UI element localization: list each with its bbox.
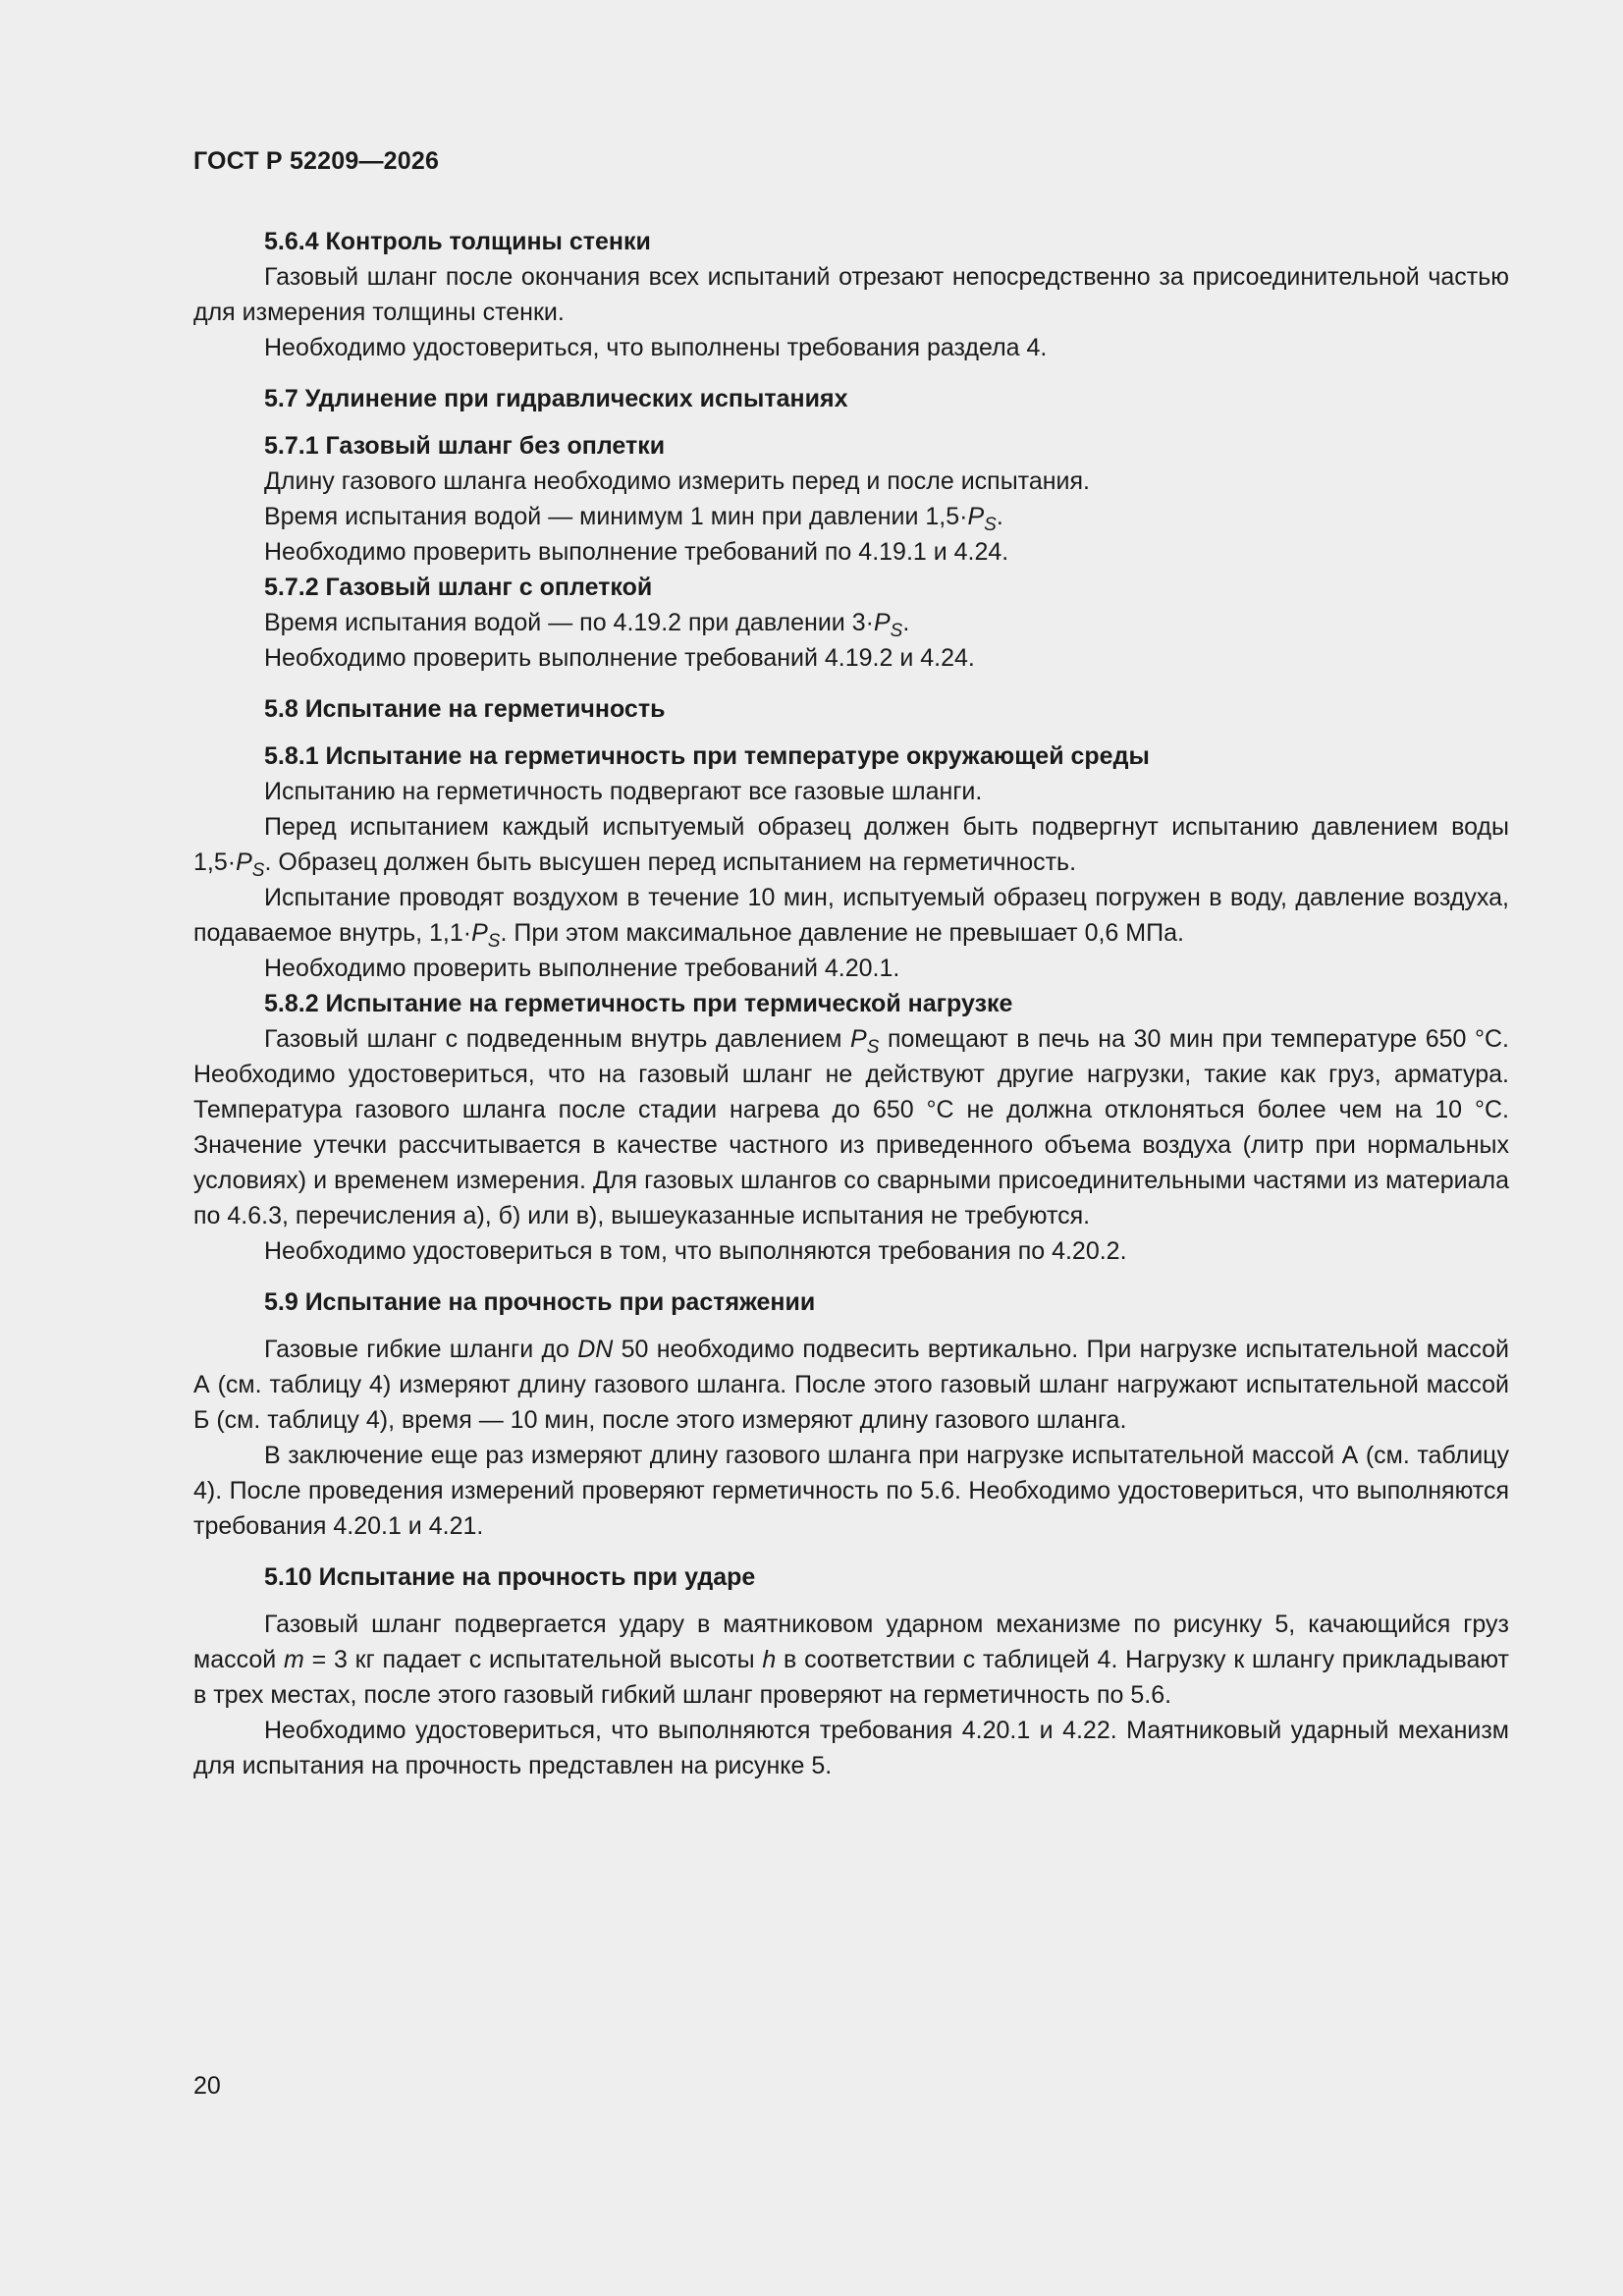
document-body (193, 224, 1509, 1783)
paragraph: Необходимо удостовериться в том, что выполняются требования по 4.20.2. (264, 1237, 1127, 1265)
section-5-8-title: 5.8 Испытание на герметичность (264, 695, 666, 723)
paragraph: Необходимо удостовериться, что выполняются требования 4.20.1 и 4.22. Маятниковый ударный механизм для испытания на прочность представлен на рисунке 5. (193, 1717, 1509, 1779)
section-5-8-2-title: 5.8.2 Испытание на герметичность при термической нагрузке (264, 990, 1013, 1017)
paragraph: Необходимо проверить выполнение требований 4.20.1. (264, 955, 900, 982)
paragraph: В заключение еще раз измеряют длину газового шланга при нагрузке испытательной массой А (см. таблицу 4). После проведения измерений проверяют герметичность по 5.6. Необходимо удостовериться, что выполняются требования 4.20.1 и 4.21. (193, 1442, 1509, 1540)
paragraph: Газовые гибкие шланги до DN 50 необходимо подвесить вертикально. При нагрузке испытательной массой А (см. таблицу 4) измеряют длину газового шланга. После этого газовый шланг нагружают испытательной массой Б (см. таблицу 4), время — 10 мин, после этого измеряют длину газового шланга. (193, 1336, 1509, 1434)
section-5-7-2-title: 5.7.2 Газовый шланг с оплеткой (264, 574, 653, 601)
paragraph: Необходимо проверить выполнение требований 4.19.2 и 4.24. (264, 644, 975, 672)
paragraph: Время испытания водой — по 4.19.2 при давлении $3\cdot P_S$. (264, 609, 910, 641)
page-number: 20 (193, 2072, 221, 2100)
section-5-10-title: 5.10 Испытание на прочность при ударе (264, 1563, 756, 1591)
document-header: ГОСТ Р 52209—2026 (193, 147, 440, 175)
paragraph: Время испытания водой — минимум 1 мин при давлении $1,5\cdot P_S$. (264, 503, 1003, 535)
paragraph: Испытание проводят воздухом в течение 10 мин, испытуемый образец погружен в воду, давление воздуха, подаваемое внутрь, $1,1\cdot P_S$. При этом максимальное давление не превышает 0,6 МПа. (193, 884, 1509, 952)
paragraph: Газовый шланг после окончания всех испытаний отрезают непосредственно за присоединительной частью для измерения толщины стенки. (193, 263, 1509, 326)
paragraph: Длину газового шланга необходимо измерить перед и после испытания. (264, 467, 1091, 495)
paragraph: Необходимо проверить выполнение требований по 4.19.1 и 4.24. (264, 538, 1009, 566)
paragraph: Перед испытанием каждый испытуемый образец должен быть подвергнут испытанию давлением воды $1,5\cdot P_S$. Образец должен быть высушен перед испытанием на герметичность. (193, 813, 1509, 881)
section-5-7-title: 5.7 Удлинение при гидравлических испытаниях (264, 385, 848, 412)
section-5-8-1-title: 5.8.1 Испытание на герметичность при температуре окружающей среды (264, 742, 1150, 770)
paragraph: Газовый шланг подвергается удару в маятниковом ударном механизме по рисунку 5, качающийся груз массой m = 3 кг падает с испытательной высоты h в соответствии с таблицей 4. Нагрузку к шлангу прикладывают в трех местах, после этого газовый гибкий шланг проверяют на герметичность по 5.6. (193, 1611, 1509, 1709)
section-5-7-1-title: 5.7.1 Газовый шланг без оплетки (264, 432, 666, 460)
section-5-6-4-title: 5.6.4 Контроль толщины стенки (264, 228, 651, 255)
paragraph: Газовый шланг с подведенным внутрь давлением $P_S$ помещают в печь на 30 мин при температуре 650 °С. Необходимо удостовериться, что на газовый шланг не действуют другие нагрузки, такие как груз, арматура. Температура газового шланга после стадии нагрева до 650 °С не должна отклоняться более чем на 10 °С. Значение утечки рассчитывается в качестве частного из приведенного объема воздуха (литр при нормальных условиях) и временем измерения. Для газовых шлангов со сварными присоединительными частями из материала по 4.6.3, перечисления а), б) или в), вышеуказанные испытания не требуются. (193, 1025, 1509, 1230)
paragraph: Испытанию на герметичность подвергают все газовые шланги. (264, 778, 983, 805)
section-5-9-title: 5.9 Испытание на прочность при растяжении (264, 1288, 816, 1316)
paragraph: Необходимо удостовериться, что выполнены требования раздела 4. (264, 334, 1048, 361)
